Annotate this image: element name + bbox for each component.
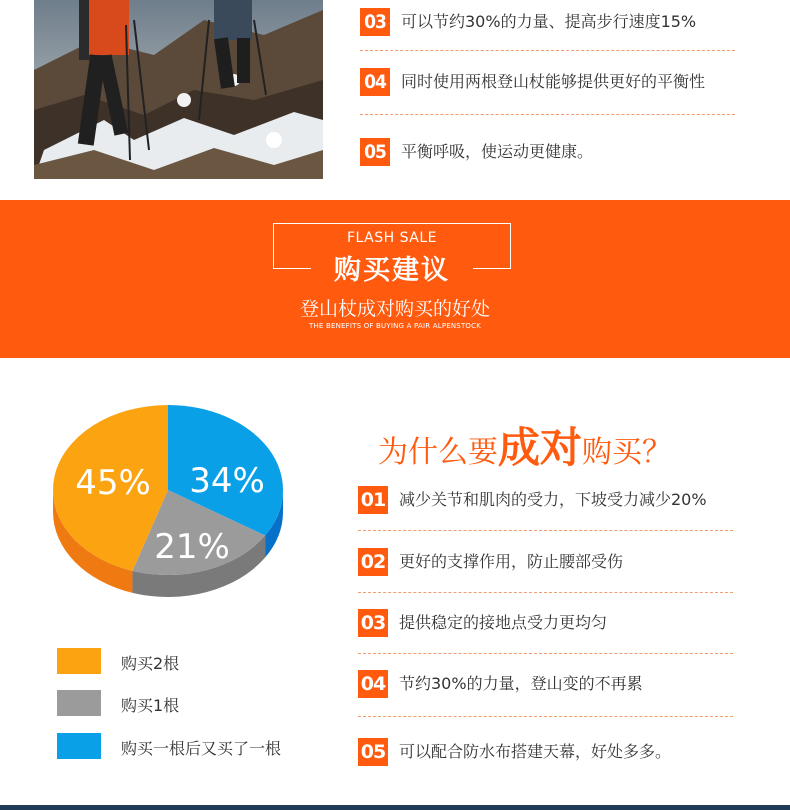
- feature-text: 可以节约30%的力量、提高步行速度15%: [401, 12, 697, 31]
- feature-text: 同时使用两根登山杖能够提供更好的平衡性: [401, 72, 706, 91]
- legend-swatch: [57, 648, 101, 674]
- feature-number: 05: [360, 138, 390, 166]
- legend-item-buy-one-then-another: [57, 733, 317, 759]
- feature-item-04: [360, 60, 735, 120]
- feature-number: 04: [360, 68, 390, 96]
- banner-tiny-caption: THE BENEFITS OF BUYING A PAIR ALPENSTOCK: [308, 322, 482, 330]
- feature-text: 平衡呼吸，使运动更健康。: [401, 142, 594, 161]
- dashed-divider: [358, 716, 733, 717]
- why-item-03: [358, 609, 733, 669]
- why-item-02: [358, 548, 733, 608]
- pie-label-buy-two: 45%: [75, 463, 151, 503]
- dashed-divider: [360, 50, 735, 51]
- feature-item-05: [360, 129, 735, 189]
- dashed-divider: [360, 114, 735, 115]
- why-item-05: [358, 738, 733, 798]
- why-text: 可以配合防水布搭建天幕，好处多多。: [399, 742, 672, 761]
- hikers-photo: [34, 0, 323, 179]
- feature-item-03: [360, 0, 735, 60]
- legend-swatch: [57, 690, 101, 716]
- why-title-part-c: 购买？: [582, 435, 673, 470]
- flash-sale-banner: [0, 200, 790, 358]
- banner-en-title: FLASH SALE: [347, 230, 437, 246]
- why-item-01: [358, 486, 733, 546]
- bottom-divider-bar: [0, 805, 790, 810]
- why-number: 03: [358, 609, 388, 637]
- legend-label: 购买1根: [121, 696, 180, 715]
- why-title-emphasis: 成对: [498, 423, 583, 472]
- legend-item-buy-two: [57, 648, 317, 674]
- dashed-divider: [358, 592, 733, 593]
- why-number: 02: [358, 548, 388, 576]
- pie-label-buy-one: 21%: [154, 527, 230, 567]
- why-item-04: [358, 670, 733, 730]
- legend-swatch: [57, 733, 101, 759]
- legend-item-buy-one: [57, 690, 317, 716]
- hikers-photo-image: [34, 0, 323, 179]
- pie-label-buy-one-then-another: 34%: [189, 461, 265, 501]
- dashed-divider: [358, 653, 733, 654]
- banner-subtitle: 登山杖成对购买的好处: [299, 298, 490, 320]
- why-title-part-a: 为什么要: [378, 435, 498, 470]
- why-text: 提供稳定的接地点受力更均匀: [399, 613, 608, 632]
- pie-chart-svg: [50, 400, 295, 615]
- pie-chart: [50, 400, 295, 615]
- dashed-divider: [358, 530, 733, 531]
- legend-label: 购买一根后又买了一根: [121, 739, 282, 758]
- why-text: 减少关节和肌肉的受力，下坡受力减少20%: [399, 490, 707, 509]
- why-text: 更好的支撑作用，防止腰部受伤: [399, 552, 624, 571]
- banner-cn-title: 购买建议: [334, 255, 450, 286]
- banner-title-frame: [273, 223, 511, 286]
- legend-label: 购买2根: [121, 654, 180, 673]
- why-title: [378, 415, 672, 475]
- why-number: 04: [358, 670, 388, 698]
- why-text: 节约30%的力量，登山变的不再累: [399, 674, 643, 693]
- feature-number: 03: [360, 8, 390, 36]
- top-section: [0, 0, 790, 200]
- why-number: 05: [358, 738, 388, 766]
- why-number: 01: [358, 486, 388, 514]
